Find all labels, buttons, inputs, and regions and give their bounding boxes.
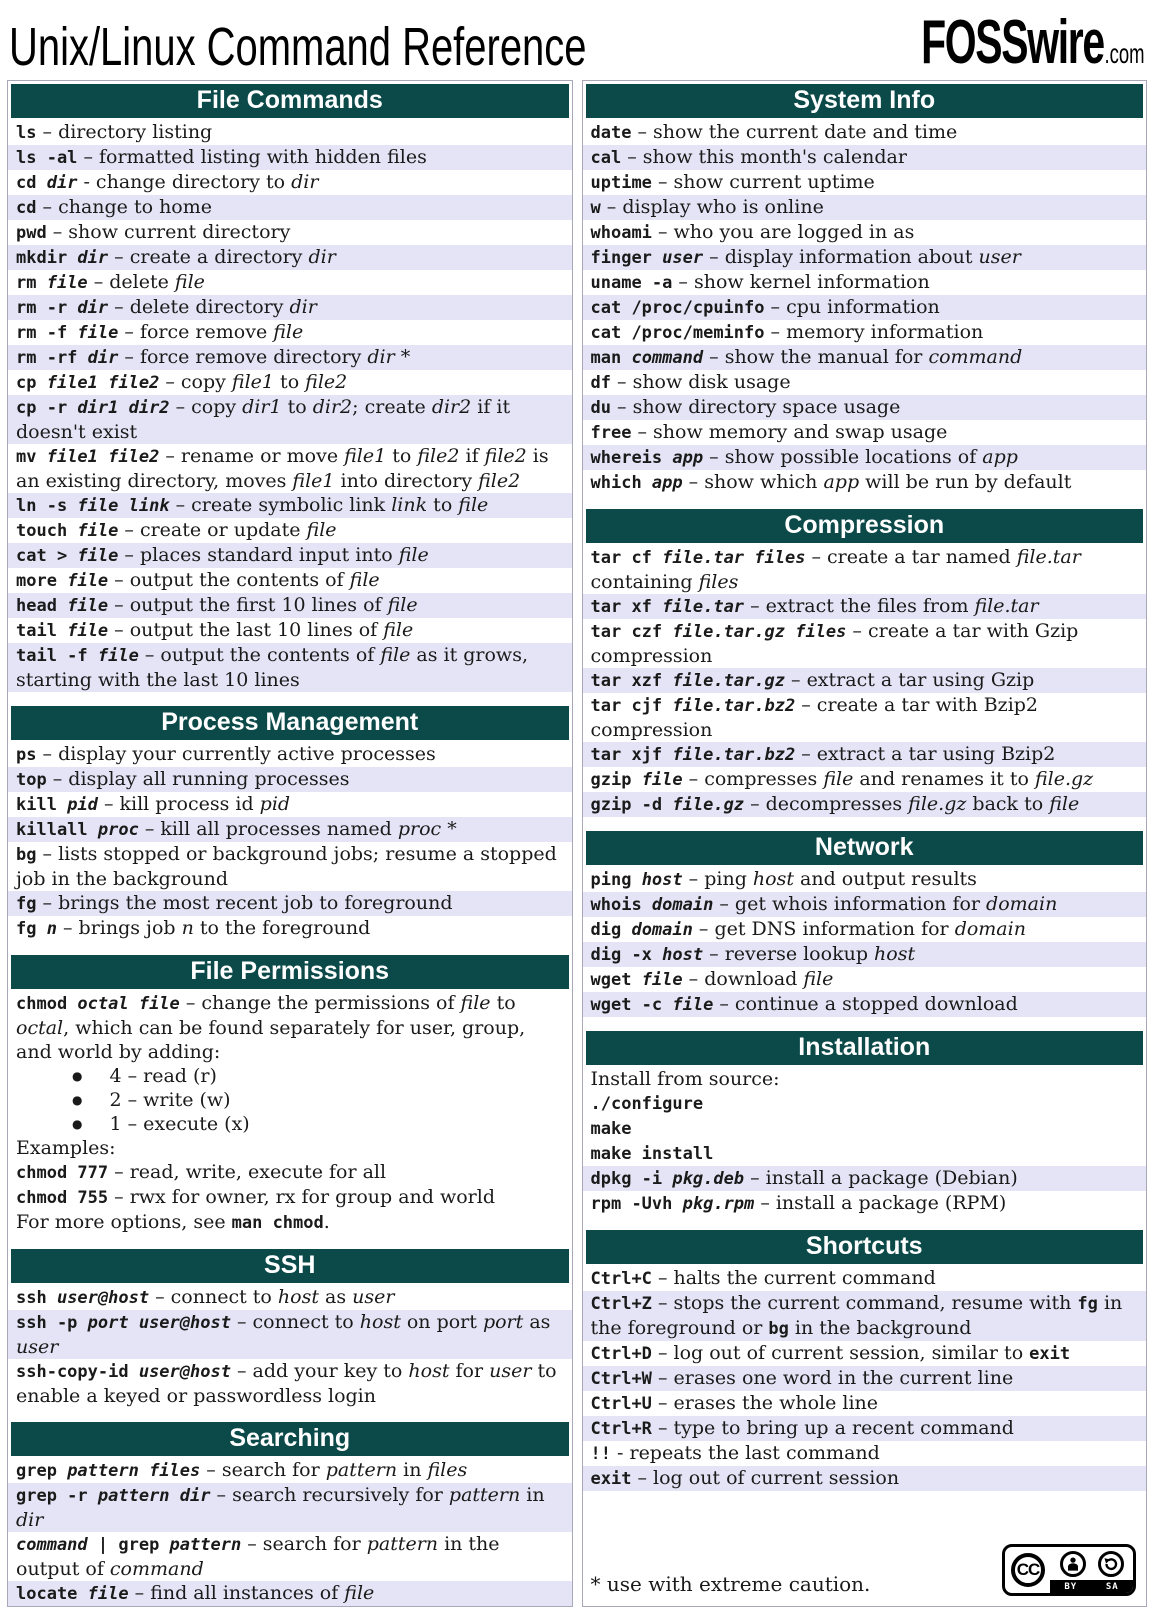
- by-label: BY: [1064, 1581, 1078, 1592]
- command-row: cat /proc/meminfo – memory information: [590, 321, 984, 343]
- command-row: tar xzf file.tar.gz – extract a tar using Gzip: [583, 668, 1147, 693]
- command-row: man command – show the manual for command: [583, 345, 1147, 370]
- command-row: w – display who is online: [583, 195, 1147, 220]
- command-row: touch file – create or update file: [16, 519, 337, 541]
- bullet-icon: ●: [72, 1117, 83, 1131]
- command-row: cd dir - change directory to dir: [16, 171, 319, 193]
- command-row: wget file – download file: [590, 968, 834, 990]
- section-system-info: [583, 81, 1147, 495]
- logo-suffix: .com: [1104, 38, 1145, 69]
- command-row: ls – directory listing: [16, 121, 213, 143]
- bullet-row: ● 2 – write (w): [72, 1089, 231, 1111]
- command-row: cal – show this month's calendar: [583, 145, 1147, 170]
- right-column: [582, 80, 1148, 1607]
- left-column: [7, 80, 573, 1607]
- bullet-row: ● 4 – read (r): [72, 1065, 217, 1087]
- command-row: tar czf file.tar.gz files – create a tar with Gzip compression: [590, 620, 1079, 667]
- command-row: tar cjf file.tar.bz2 – create a tar with Bzip2 compression: [590, 694, 1039, 741]
- command-row: rm file – delete file: [16, 271, 205, 293]
- command-row: killall proc – kill all processes named proc *: [8, 817, 572, 842]
- command-row: Ctrl+U – erases the whole line: [590, 1392, 879, 1414]
- command-row: Ctrl+Z – stops the current command, resume with fg in the foreground or bg in the background: [583, 1291, 1147, 1341]
- command-row: cp -r dir1 dir2 – copy dir1 to dir2; create dir2 if it doesn't exist: [8, 395, 572, 444]
- command-row: ssh user@host – connect to host as user: [16, 1286, 395, 1308]
- logo-text: FOSSwire: [921, 8, 1105, 77]
- command-row: whereis app – show possible locations of app: [583, 445, 1147, 470]
- command-row: make: [590, 1119, 632, 1139]
- command-row: uname -a – show kernel information: [590, 271, 930, 293]
- command-row: du – show directory space usage: [583, 395, 1147, 420]
- command-row: ls -al – formatted listing with hidden files: [8, 145, 572, 170]
- section-header-compression: Compression: [586, 509, 1144, 543]
- command-row: tail file – output the last 10 lines of file: [16, 619, 414, 641]
- command-row: dig domain – get DNS information for domain: [590, 918, 1026, 940]
- section-header-network: Network: [586, 831, 1144, 865]
- command-row: ping host – ping host and output results: [590, 868, 977, 890]
- command-row: cd – change to home: [8, 195, 572, 220]
- command-row: whoami – who you are logged in as: [590, 221, 915, 243]
- command-row: Install from source:: [590, 1068, 780, 1090]
- command-row: ssh-copy-id user@host – add your key to host for user to enable a keyed or passwordless login: [16, 1360, 557, 1407]
- command-row: which app – show which app will be run by default: [590, 471, 1072, 493]
- license-footer: [583, 1538, 1147, 1606]
- command-row: more file – output the contents of file: [16, 569, 380, 591]
- command-row: uptime – show current uptime: [590, 171, 875, 193]
- command-row: pwd – show current directory: [16, 221, 291, 243]
- section-network: [583, 828, 1147, 1017]
- command-row: exit – log out of current session: [583, 1466, 1147, 1491]
- command-row: ps – display your currently active processes: [16, 743, 436, 765]
- command-row: mv file1 file2 – rename or move file1 to file2 if file2 is an existing directory, moves file1 into directory file2: [16, 445, 549, 492]
- section-ssh: [8, 1246, 572, 1408]
- command-row: Ctrl+C – halts the current command: [590, 1267, 936, 1289]
- command-row: gzip -d file.gz – decompresses file.gz back to file: [583, 792, 1147, 817]
- section-header-file-permissions: File Permissions: [11, 955, 569, 989]
- command-row: Ctrl+D – log out of current session, similar to exit: [590, 1342, 1071, 1364]
- section-installation: [583, 1028, 1147, 1216]
- section-header-system-info: System Info: [586, 84, 1144, 118]
- command-row: tail -f file – output the contents of file as it grows, starting with the last 10 lines: [8, 643, 572, 692]
- command-row: ln -s file link – create symbolic link link to file: [8, 493, 572, 518]
- command-row: ssh -p port user@host – connect to host on port port as user: [8, 1310, 572, 1359]
- command-row: Examples:: [16, 1137, 116, 1159]
- command-row: gzip file – compresses file and renames it to file.gz: [590, 768, 1094, 790]
- sa-label: SA: [1105, 1581, 1119, 1592]
- command-row: chmod octal file – change the permissions of file to octal, which can be found separately for user, group, and world by adding:: [16, 992, 526, 1063]
- section-header-shortcuts: Shortcuts: [586, 1230, 1144, 1264]
- command-row: whois domain – get whois information for domain: [583, 892, 1147, 917]
- bullet-icon: ●: [72, 1069, 83, 1083]
- command-row: top – display all running processes: [8, 767, 572, 792]
- command-row: head file – output the first 10 lines of file: [8, 593, 572, 618]
- fosswire-logo: [921, 8, 1145, 77]
- command-row: make install: [590, 1144, 714, 1164]
- command-row: !! - repeats the last command: [590, 1442, 880, 1464]
- command-row: cp file1 file2 – copy file1 to file2: [16, 371, 348, 393]
- section-header-file-commands: File Commands: [11, 84, 569, 118]
- attribution-person-icon: [1060, 1551, 1086, 1577]
- content-columns: [7, 80, 1147, 1607]
- section-searching: [8, 1419, 572, 1606]
- command-row: cat /proc/cpuinfo – cpu information: [583, 295, 1147, 320]
- command-row: tar cf file.tar files – create a tar named file.tar containing files: [590, 546, 1081, 593]
- command-row: tar xf file.tar – extract the files from file.tar: [583, 594, 1147, 619]
- bullet-row: ● 1 – execute (x): [72, 1113, 250, 1135]
- command-row: locate file – find all instances of file: [8, 1581, 572, 1606]
- caution-note: * use with extreme caution.: [590, 1572, 871, 1596]
- page-title: Unix/Linux Command Reference: [9, 17, 587, 77]
- command-row: For more options, see man chmod.: [16, 1211, 330, 1233]
- command-row: kill pid – kill process id pid: [16, 793, 291, 815]
- section-header-installation: Installation: [586, 1031, 1144, 1065]
- cc-by-sa-badge: [1002, 1544, 1136, 1596]
- section-file-commands: [8, 81, 572, 692]
- command-row: dpkg -i pkg.deb – install a package (Debian): [583, 1166, 1147, 1191]
- command-row: wget -c file – continue a stopped download: [583, 992, 1147, 1017]
- cc-logo-icon: CC: [1011, 1553, 1045, 1587]
- section-process-management: [8, 703, 572, 941]
- command-row: date – show the current date and time: [590, 121, 958, 143]
- command-row: rm -f file – force remove file: [16, 321, 304, 343]
- command-row: cat > file – places standard input into file: [8, 543, 572, 568]
- section-header-searching: Searching: [11, 1422, 569, 1456]
- command-row: chmod 777 – read, write, execute for all: [16, 1161, 387, 1183]
- section-compression: [583, 506, 1147, 817]
- command-row: grep -r pattern dir – search recursively for pattern in dir: [8, 1483, 572, 1532]
- command-row: bg – lists stopped or background jobs; resume a stopped job in the background: [16, 843, 557, 890]
- command-row: Ctrl+R – type to bring up a recent command: [583, 1416, 1147, 1441]
- command-row: fg – brings the most recent job to foreground: [8, 891, 572, 916]
- section-header-ssh: SSH: [11, 1249, 569, 1283]
- command-row: tar xjf file.tar.bz2 – extract a tar using Bzip2: [583, 742, 1147, 767]
- command-row: fg n – brings job n to the foreground: [16, 917, 371, 939]
- command-row: dig -x host – reverse lookup host: [583, 942, 1147, 967]
- command-row: grep pattern files – search for pattern in files: [16, 1459, 468, 1481]
- command-row: rm -r dir – delete directory dir: [8, 295, 572, 320]
- command-row: rm -rf dir – force remove directory dir *: [8, 345, 572, 370]
- page-header: [7, 6, 1147, 80]
- command-row: mkdir dir – create a directory dir: [8, 245, 572, 270]
- command-row: rpm -Uvh pkg.rpm – install a package (RPM): [590, 1192, 1007, 1214]
- command-row: ./configure: [590, 1094, 704, 1114]
- command-row: df – show disk usage: [590, 371, 791, 393]
- share-alike-icon: [1098, 1551, 1124, 1577]
- section-shortcuts: [583, 1227, 1147, 1491]
- bullet-icon: ●: [72, 1093, 83, 1107]
- command-row: command | grep pattern – search for pattern in the output of command: [16, 1533, 500, 1580]
- command-row: chmod 755 – rwx for owner, rx for group and world: [16, 1186, 495, 1208]
- section-file-permissions: [8, 952, 572, 1235]
- command-row: free – show memory and swap usage: [590, 421, 948, 443]
- section-header-process-management: Process Management: [11, 706, 569, 740]
- command-row: finger user – display information about user: [583, 245, 1147, 270]
- command-row: Ctrl+W – erases one word in the current line: [583, 1366, 1147, 1391]
